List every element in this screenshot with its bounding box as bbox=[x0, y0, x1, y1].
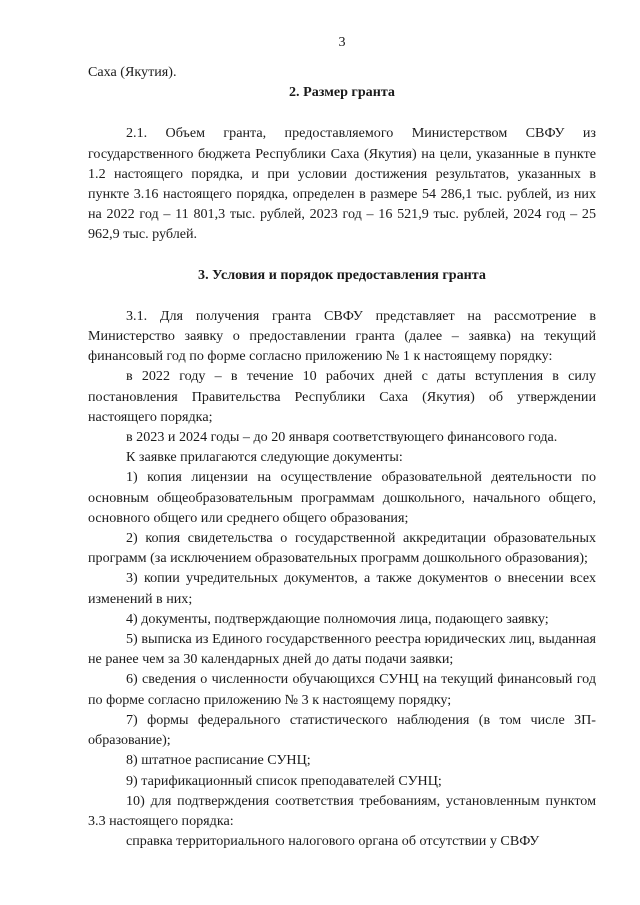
list-item-5: 5) выписка из Единого государственного реестра юридических лиц, выданная не ранее чем за 30 календарных дней до даты подачи заявки; bbox=[88, 631, 596, 668]
section-3-heading: 3. Условия и порядок предоставления гранта bbox=[198, 266, 486, 283]
paragraph-attachments-intro: К заявке прилагаются следующие документы: bbox=[126, 449, 403, 466]
list-item-3: 3) копии учредительных документов, а также документов о внесении всех изменений в них; bbox=[88, 570, 596, 607]
paragraph-3-1: 3.1. Для получения гранта СВФУ представляет на рассмотрение в Министерство заявку о предоставлении гранта (далее – заявка) на текущий финансовый год по форме согласно приложению № 1 к настоящему порядку: bbox=[88, 307, 596, 365]
list-item-2: 2) копия свидетельства о государственной аккредитации образовательных программ (за исключением образовательных программ дошкольного образования); bbox=[88, 530, 596, 567]
document-page bbox=[88, 32, 596, 851]
paragraph-2-1: 2.1. Объем гранта, предоставляемого Министерством СВФУ из государственного бюджета Республики Саха (Якутия) на цели, указанные в пункте 1.2 настоящего порядка, и при условии достижения результатов, указанных в пункте 3.16 настоящего порядка, определен в размере 54 286,1 тыс. рублей, из них на 2022 год – 11 801,3 тыс. рублей, 2023 год – 16 521,9 тыс. рублей, 2024 год – 25 962,9 тыс. рублей. bbox=[88, 125, 596, 243]
continuation-text: Саха (Якутия). bbox=[88, 64, 177, 80]
list-item-8: 8) штатное расписание СУНЦ; bbox=[126, 752, 311, 769]
list-item-4: 4) документы, подтверждающие полномочия лица, подающего заявку; bbox=[126, 610, 549, 627]
list-item-10: 10) для подтверждения соответствия требованиям, установленным пунктом 3.3 настоящего порядка: bbox=[88, 792, 596, 829]
paragraph-deadline-2023-2024: в 2023 и 2024 годы – до 20 января соответствующего финансового года. bbox=[126, 429, 558, 446]
paragraph-tax-certificate: справка территориального налогового органа об отсутствии у СВФУ bbox=[126, 833, 540, 850]
list-item-7: 7) формы федерального статистического наблюдения (в том числе ЗП-образование); bbox=[88, 711, 596, 749]
paragraph-deadline-2022: в 2022 году – в течение 10 рабочих дней с даты вступления в силу постановления Правительства Республики Саха (Якутия) об утверждении настоящего порядка; bbox=[88, 368, 596, 425]
list-item-1: 1) копия лицензии на осуществление образовательной деятельности по основным общеобразовательным программам дошкольного, начального общего, основного общего или среднего общего образования; bbox=[88, 469, 596, 526]
page-number: 3 bbox=[338, 34, 346, 50]
section-2-heading: 2. Размер гранта bbox=[289, 84, 395, 101]
list-item-9: 9) тарификационный список преподавателей СУНЦ; bbox=[126, 772, 442, 789]
list-item-6: 6) сведения о численности обучающихся СУНЦ на текущий финансовый год по форме согласно приложению № 3 к настоящему порядку; bbox=[88, 671, 596, 708]
